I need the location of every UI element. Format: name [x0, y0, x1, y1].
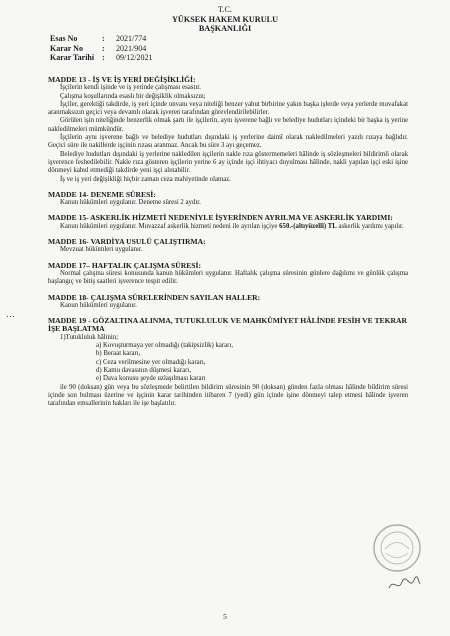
list-item: c) Ceza verilmesine yer olmadığı kararı, — [96, 358, 206, 366]
m13-p7: İş ve iş yeri değişikliği hiçbir zaman ceza mahiyetinde olamaz. — [60, 175, 231, 183]
page-number: 5 — [223, 612, 227, 621]
m13-p2: Çalışma koşullarında esaslı bir değişiklik olmaksızın; — [60, 92, 206, 100]
m13-p1: İşçilerin kendi işinde ve iş yerinde çalışması esastır. — [60, 84, 201, 92]
m13-p5: İşçilerin aynı işverene bağlı ve belediye hudutları dışındaki iş yerlerine daimî olarak nakledilmeleri yazılı rızaya bağlıdır. Geçici süre ile nakillerde işçinin rızası aranmaz. Ancak bu süre 3 ayı geçemez. — [48, 134, 408, 150]
case-meta — [50, 34, 152, 63]
m19-title: MADDE 19 - GÖZALTINA ALINMA, TUTUKLULUK VE MAHKÛMİYET HÂLİNDE FESİH VE TEKRAR İŞE BAŞLATMA — [48, 316, 407, 334]
list-item: b) Beraat kararı, — [96, 350, 141, 358]
signature-icon — [386, 574, 422, 594]
m13-p6: Belediye hudutları dışındaki iş yerlerine nakledilen işçilerin nakle rıza göstermemeleri hâlinde iş sözleşmeleri bildirimli olarak işverence feshedilebilir. Nakle rıza gösteren işçilerin yerine 6 ay içinde işçi ihtiyacı duyulması hâlinde, nakli yapılan işçi eski işine dönmeyi kabul etmediği takdirde yeni işçi alınabilir. — [48, 150, 408, 175]
m16-p1: Mevzuat hükümleri uygulanır. — [60, 246, 143, 254]
m18-title: MADDE 18- ÇALIŞMA SÜRELERİNDEN SAYILAN HALLER: — [48, 292, 261, 302]
m15-p1-amount: 650.-(altıyüzelli) TL — [279, 222, 337, 230]
karar-colon: : — [102, 43, 105, 53]
document-body — [48, 76, 408, 408]
m14-p1: Kanun hükümleri uygulanır. Deneme süresi 2 aydır. — [60, 199, 201, 207]
m18-p1: Kanun hükümleri uygulanır. — [60, 301, 137, 309]
m19-intro: 1)Tutukluluk hâlinin; — [60, 333, 119, 341]
m13-title: MADDE 13 - İŞ VE İŞ YERİ DEĞİŞİKLİĞİ: — [48, 75, 196, 84]
m14-title: MADDE 14- DENEME SÜRESİ: — [48, 189, 156, 199]
m15-p1-c: askerlik yardımı yapılır. — [336, 222, 404, 230]
esas-colon: : — [102, 34, 105, 43]
m13-p4: Görülen işin niteliğinde benzerlik olmak şartı ile işçilerin, aynı işverene bağlı ve belediye hudutları içindeki bir başka iş yerine nakledilmeleri mümkündür. — [48, 117, 408, 133]
esas-label: Esas No — [50, 34, 78, 43]
list-item: e) Dava konusu şeyde uzlaşılması kararı — [96, 375, 206, 383]
m13-p3: İşçiler, gerektiği takdirde, iş yeri içinde unvanı veya niteliği benzer yahut birbirine yakın başka işlerde veya yerlerde muvafakat aranmaksızın geçici veya devamlı olarak işveren tarafından görevlendirilebilirler. — [48, 100, 408, 117]
document-header — [0, 5, 450, 34]
m15-title: MADDE 15- ASKERLİK HİZMETİ NEDENİYLE İŞYERİNDEN AYRILMA VE ASKERLİK YARDIMI: — [48, 213, 393, 223]
header-presidency: BAŞKANLIĞI — [198, 24, 252, 34]
m15-p1-a: Kanun hükümleri uygulanır. Muvazzaf askerlik hizmeti nedeni ile ayrılan işçiye — [60, 222, 280, 230]
header-tc: T.C. — [218, 5, 232, 14]
tarih-colon: : — [102, 53, 105, 63]
header-institution: YÜKSEK HAKEM KURULU — [172, 14, 278, 24]
karar-label: Karar No — [50, 43, 83, 53]
m17-title: MADDE 17– HAFTALIK ÇALIŞMA SÜRESİ: — [48, 260, 202, 270]
m17-p1: Normal çalışma süresi konusunda kanun hükümleri uygulanır. Haftalık çalışma süresinin günlere dağılımı ve günlük çalışma başlangıç ve bitiş saatleri işverence tespit edilir. — [48, 269, 408, 286]
tarih-value: 09/12/2021 — [116, 53, 153, 63]
m19-list — [48, 342, 408, 383]
m16-title: MADDE 16- VARDİYA USULÜ ÇALIŞTIRMA: — [48, 237, 206, 247]
list-item: a) Kovuşturmaya yer olmadığı (takipsizlik) kararı, — [96, 342, 234, 350]
esas-row — [50, 34, 152, 44]
m19-tail: ile 90 (doksan) gün veya bu sözleşmede belirtilen bildirim süresinin 90 (doksan) günden fazla olması hâlinde bildirim süresi içinde son bulması üzerine ve işçinin karar tarihinden itibaren 7 (yedi) gün içinde işine dönmeyi talep etmesi hâlinde işveren tarafından emsallerinin hakları ile işe başlatılır. — [48, 383, 408, 408]
tarih-row — [50, 53, 152, 63]
karar-value: 2021/904 — [116, 43, 147, 53]
karar-row — [50, 44, 152, 54]
list-item: d) Kamu davasının düşmesi kararı, — [96, 366, 191, 374]
m15-p1 — [48, 223, 408, 231]
official-seal-icon — [371, 522, 423, 574]
margin-mark: ⋯ — [6, 311, 15, 321]
esas-value: 2021/774 — [116, 34, 147, 43]
tarih-label: Karar Tarihi — [50, 53, 95, 63]
